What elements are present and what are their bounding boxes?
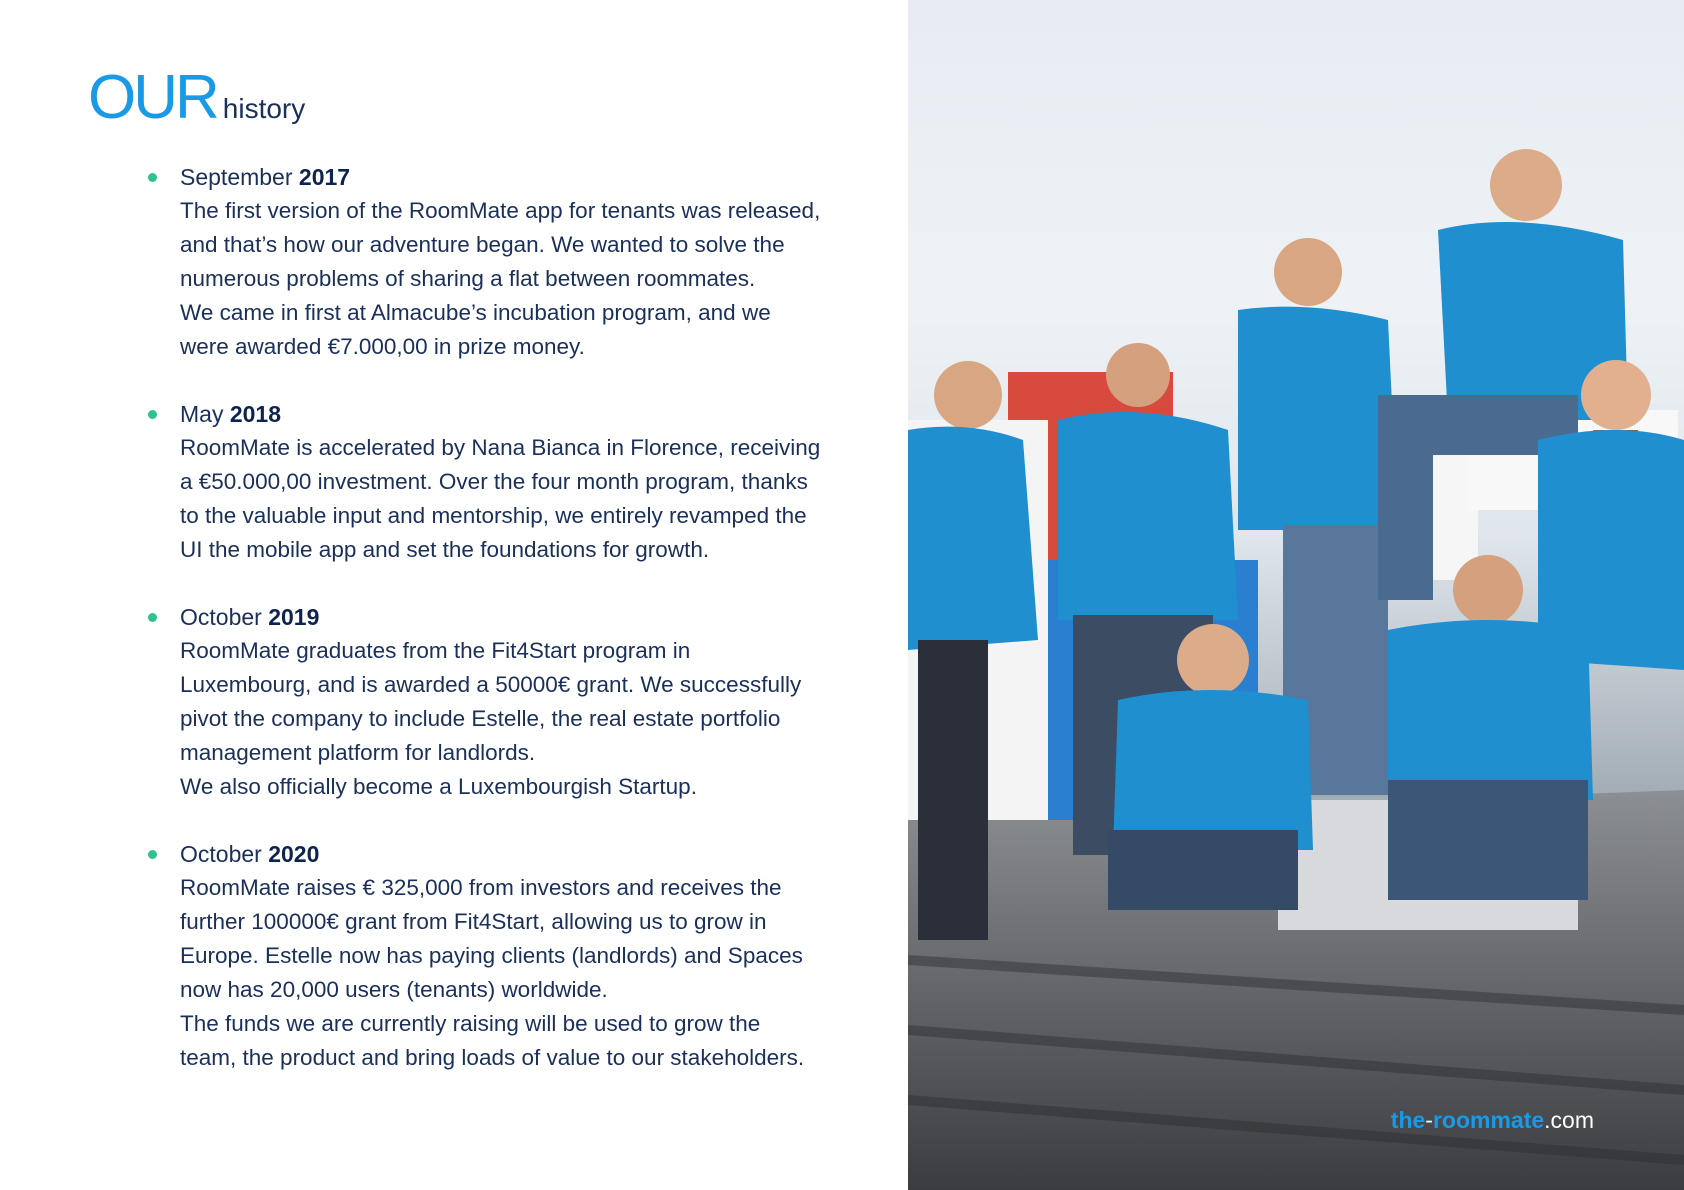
bullet-icon	[148, 613, 157, 622]
page-title	[88, 62, 305, 133]
title-big: OUR	[88, 63, 217, 132]
entry-month: October	[180, 841, 262, 867]
entry-year: 2017	[298, 164, 351, 190]
bullet-icon	[148, 173, 157, 182]
history-timeline	[148, 160, 848, 1105]
timeline-entry-2018	[148, 397, 848, 567]
entry-month: October	[180, 604, 262, 630]
website-part-tld: .com	[1544, 1107, 1594, 1133]
entry-year: 2018	[229, 401, 282, 427]
website-part-roommate: roommate	[1432, 1107, 1545, 1133]
entry-text: RoomMate is accelerated by Nana Bianca in Florence, receiving a €50.000,00 investment. Over the four month program, thanks to the valuable input and mentorship, we entirely revamped the UI the mobile app and set the foundations for growth.	[180, 435, 821, 562]
entry-date	[180, 600, 848, 634]
entry-year: 2020	[268, 841, 320, 867]
timeline-entry-2020	[148, 837, 848, 1075]
bullet-icon	[148, 410, 157, 419]
entry-text: RoomMate raises € 325,000 from investors and receives the further 100000€ grant from Fit4Start, allowing us to grow in Europe. Estelle now has paying clients (landlords) and Spaces now has 20,000 users (tenants) worldwide. The funds we are currently raising will be used to grow the team, the product and bring loads of value to our stakeholders.	[180, 875, 805, 1070]
title-small: history	[222, 93, 306, 124]
entry-text: The first version of the RoomMate app for tenants was released, and that’s how our adventure began. We wanted to solve the numerous problems of sharing a flat between roommates. We came in first at Almacube’s incubation program, and we were awarded €7.000,00 in prize money.	[180, 198, 821, 359]
entry-month: September	[180, 164, 293, 190]
timeline-entry-2017	[148, 160, 848, 364]
website-part-dash: -	[1425, 1107, 1433, 1133]
entry-date	[180, 837, 848, 871]
timeline-entry-2019	[148, 600, 848, 804]
entry-month: May	[180, 401, 224, 427]
entry-date	[180, 160, 848, 194]
bullet-icon	[148, 850, 157, 859]
entry-date	[180, 397, 848, 431]
entry-year: 2019	[268, 604, 320, 630]
team-photo	[908, 0, 1684, 1190]
website-part-the: the	[1390, 1107, 1426, 1133]
entry-text: RoomMate graduates from the Fit4Start program in Luxembourg, and is awarded a 50000€ grant. We successfully pivot the company to include Estelle, the real estate portfolio management platform for landlords. We also officially become a Luxembourgish Startup.	[180, 638, 802, 799]
website-link[interactable]	[1391, 1107, 1594, 1134]
team-photo-illustration	[908, 0, 1684, 1190]
